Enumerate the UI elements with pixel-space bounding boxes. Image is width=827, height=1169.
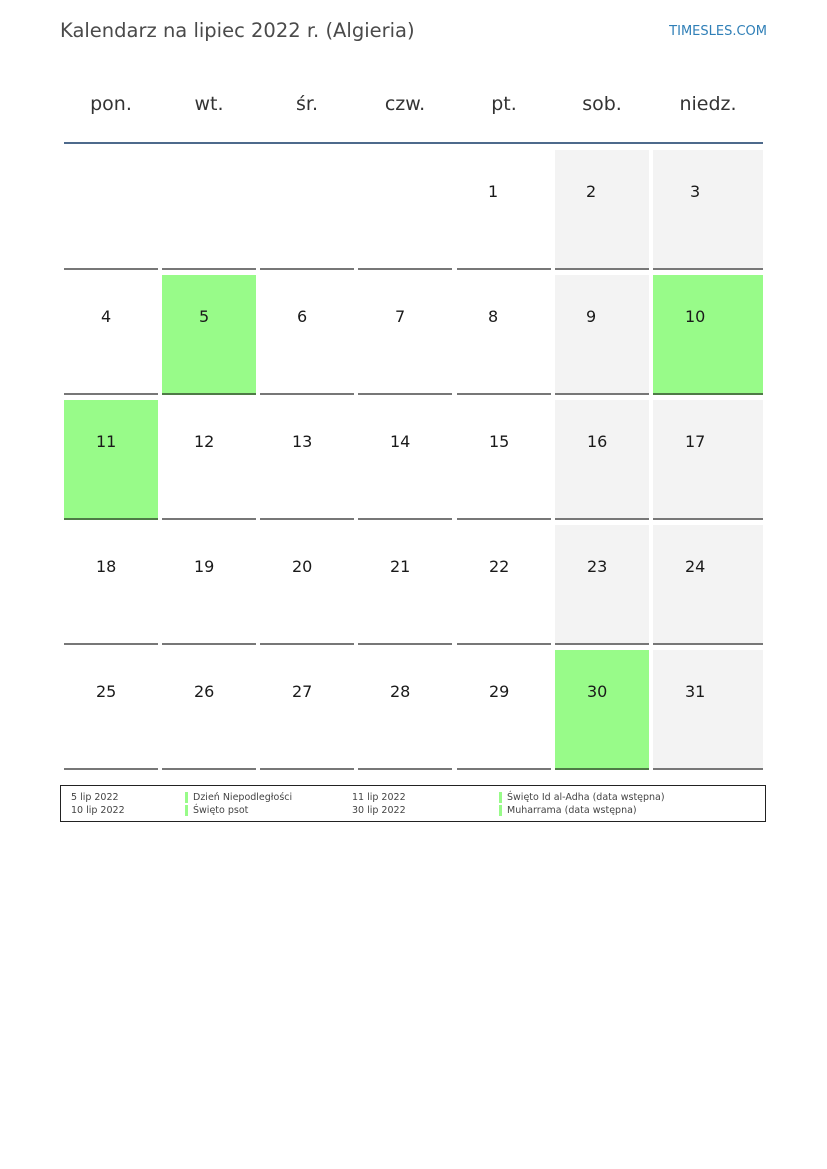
- day-number: 13: [292, 432, 313, 451]
- day-number: 6: [297, 307, 308, 326]
- legend-date: 5 lip 2022: [71, 792, 119, 803]
- day-cell: [358, 525, 452, 645]
- weekday-fri: pt.: [491, 93, 517, 115]
- day-number: 4: [101, 307, 112, 326]
- day-cell: [162, 525, 256, 645]
- day-number: 15: [489, 432, 510, 451]
- day-number: 3: [690, 182, 701, 201]
- weekday-tue: wt.: [194, 93, 224, 115]
- day-number: 9: [586, 307, 597, 326]
- day-number: 11: [96, 432, 117, 451]
- day-cell: [555, 400, 649, 520]
- holiday-legend: [60, 785, 766, 822]
- weekday-thu: czw.: [384, 93, 426, 115]
- page-title: Kalendarz na lipiec 2022 r. (Algieria): [60, 19, 415, 42]
- day-cell: [260, 650, 354, 770]
- weekday-header: [64, 80, 763, 128]
- day-number: 10: [685, 307, 706, 326]
- day-cell: [260, 275, 354, 395]
- legend-color-marker: [499, 792, 502, 803]
- legend-color-marker: [185, 792, 188, 803]
- day-number: 2: [586, 182, 597, 201]
- day-number: 27: [292, 682, 313, 701]
- day-cell: [555, 150, 649, 270]
- day-number: 18: [96, 557, 117, 576]
- day-cell: [64, 525, 158, 645]
- day-cell: [457, 275, 551, 395]
- day-cell: [358, 650, 452, 770]
- day-number: 1: [488, 182, 499, 201]
- day-number: 12: [194, 432, 215, 451]
- day-number: 20: [292, 557, 313, 576]
- weekday-sun: niedz.: [679, 93, 737, 115]
- day-cell: [260, 525, 354, 645]
- legend-holiday-name: Święto Id al-Adha (data wstępna): [507, 792, 665, 803]
- holiday-day-cell: [64, 400, 158, 520]
- day-number: 23: [587, 557, 608, 576]
- day-number: 14: [390, 432, 411, 451]
- legend-holiday-name: Dzień Niepodległości: [193, 792, 293, 803]
- day-cell: [358, 275, 452, 395]
- day-number: 25: [96, 682, 117, 701]
- day-number: 8: [488, 307, 499, 326]
- day-cell: [653, 525, 763, 645]
- legend-color-marker: [499, 805, 502, 816]
- day-cell: [555, 525, 649, 645]
- day-number: 30: [587, 682, 608, 701]
- day-cell: [162, 650, 256, 770]
- day-number: 31: [685, 682, 706, 701]
- empty-day-cell: [162, 150, 256, 270]
- day-number: 5: [199, 307, 210, 326]
- day-number: 16: [587, 432, 608, 451]
- day-cell: [358, 400, 452, 520]
- day-cell: [64, 650, 158, 770]
- day-cell: [457, 525, 551, 645]
- weekday-sat: sob.: [582, 93, 622, 115]
- day-number: 26: [194, 682, 215, 701]
- day-number: 17: [685, 432, 706, 451]
- legend-date: 30 lip 2022: [352, 805, 406, 816]
- day-cell: [653, 400, 763, 520]
- site-link[interactable]: TIMESLES.COM: [669, 24, 767, 39]
- legend-holiday-name: Święto psot: [193, 805, 249, 816]
- day-number: 29: [489, 682, 510, 701]
- day-cell: [653, 650, 763, 770]
- day-cell: [64, 275, 158, 395]
- day-number: 22: [489, 557, 510, 576]
- weekday-mon: pon.: [90, 93, 132, 115]
- day-cell: [162, 400, 256, 520]
- day-cell: [260, 400, 354, 520]
- legend-holiday-name: Muharrama (data wstępna): [507, 805, 637, 816]
- day-cell: [457, 150, 551, 270]
- legend-color-marker: [185, 805, 188, 816]
- header-divider: [64, 142, 763, 144]
- day-number: 21: [390, 557, 411, 576]
- day-number: 24: [685, 557, 706, 576]
- day-cell: [457, 650, 551, 770]
- empty-day-cell: [64, 150, 158, 270]
- empty-day-cell: [260, 150, 354, 270]
- legend-date: 10 lip 2022: [71, 805, 125, 816]
- weekday-wed: śr.: [295, 93, 318, 115]
- empty-day-cell: [358, 150, 452, 270]
- day-number: 19: [194, 557, 215, 576]
- day-cell: [653, 150, 763, 270]
- day-number: 28: [390, 682, 411, 701]
- holiday-day-cell: [162, 275, 256, 395]
- holiday-day-cell: [653, 275, 763, 395]
- day-cell: [457, 400, 551, 520]
- legend-date: 11 lip 2022: [352, 792, 406, 803]
- day-number: 7: [395, 307, 406, 326]
- day-cell: [555, 275, 649, 395]
- holiday-day-cell: [555, 650, 649, 770]
